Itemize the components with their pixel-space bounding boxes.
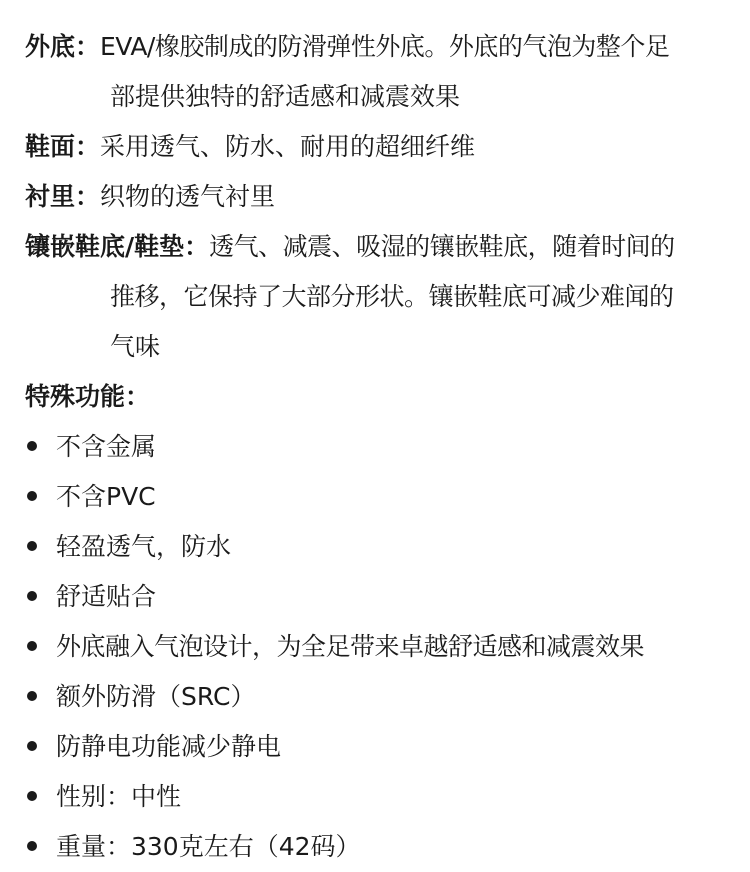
lining-text: 织物的透气衬里 [100,182,276,211]
lining-row [25,172,275,222]
bullet-dot-icon [27,791,37,801]
outsole-text-line1: EVA/橡胶制成的防滑弹性外底。外底的气泡为整个足 [100,32,670,61]
outsole-text-line2: 部提供独特的舒适感和减震效果 [110,82,461,111]
bullet-dot-icon [27,641,37,651]
feature-text: 不含金属 [56,432,157,461]
feature-text: 额外防滑（SRC） [56,682,256,711]
insole-text-line1: 透气、减震、吸湿的镶嵌鞋底，随着时间的 [209,232,675,261]
bullet-dot-icon [27,741,37,751]
feature-text: 不含PVC [56,482,156,511]
feature-item [27,472,156,522]
feature-text: 性别：中性 [56,782,182,811]
features-heading-row [25,372,150,422]
feature-text: 防静电功能减少静电 [56,732,282,761]
outsole-row [25,22,669,72]
upper-text: 采用透气、防水、耐用的超细纤维 [100,132,476,161]
bullet-dot-icon [27,541,37,551]
feature-item [27,722,281,772]
lining-label: 衬里： [25,182,101,211]
bullet-dot-icon [27,591,37,601]
feature-text: 重量：330克左右（42码） [56,832,361,861]
outsole-label: 外底： [25,32,101,61]
upper-row [25,122,475,172]
feature-text: 外底融入气泡设计，为全足带来卓越舒适感和减震效果 [56,632,645,661]
insole-text-line2: 推移，它保持了大部分形状。镶嵌鞋底可减少难闻的 [110,282,674,311]
feature-item [27,622,644,672]
upper-label: 鞋面： [25,132,101,161]
outsole-continuation [110,72,460,122]
feature-item [27,422,156,472]
insole-text-line3: 气味 [110,332,161,361]
feature-item [27,522,231,572]
features-heading: 特殊功能： [25,382,151,411]
insole-continuation-2 [110,322,160,372]
feature-text: 轻盈透气，防水 [56,532,232,561]
bullet-dot-icon [27,441,37,451]
feature-item [27,572,156,622]
bullet-dot-icon [27,841,37,851]
insole-row [25,222,675,272]
feature-item [27,672,255,722]
feature-text: 舒适贴合 [56,582,157,611]
insole-continuation-1 [110,272,674,322]
feature-item [27,772,181,822]
bullet-dot-icon [27,491,37,501]
feature-item [27,822,361,872]
bullet-dot-icon [27,691,37,701]
insole-label: 镶嵌鞋底/鞋垫： [25,232,210,261]
